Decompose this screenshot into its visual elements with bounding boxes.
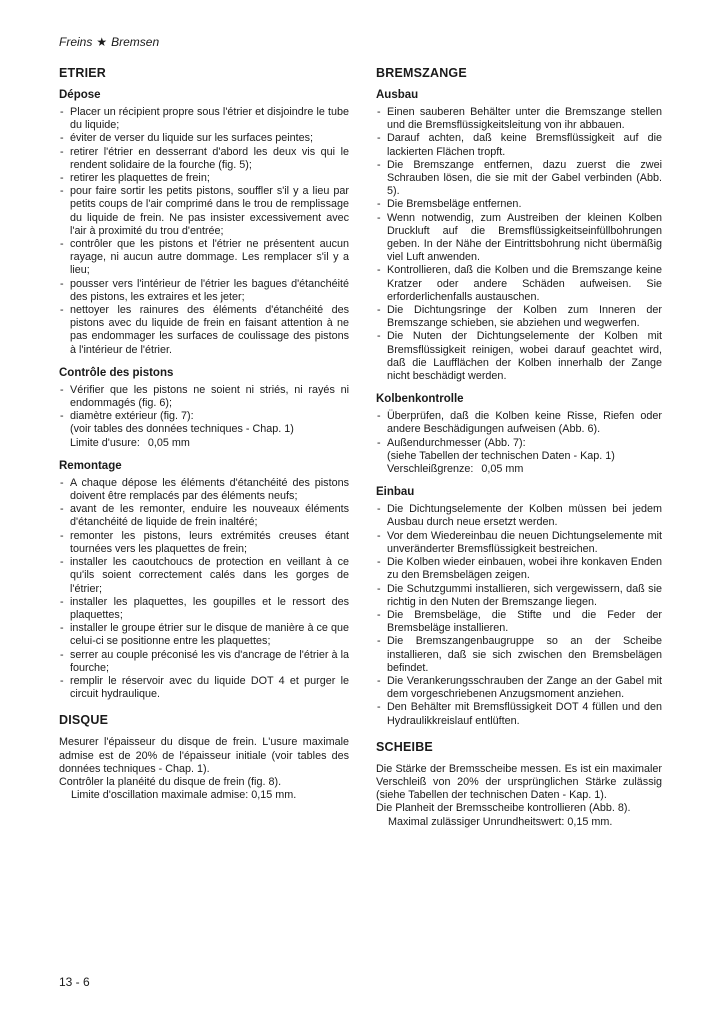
list-item: - Überprüfen, daß die Kolben keine Risse, Riefen oder andere Beschädigungen aufweisen (Abb. 6). <box>376 410 662 436</box>
disque-paragraph: Contrôler la planéité du disque de frein (fig. 8). <box>59 775 282 788</box>
scheibe-limit: Maximal zulässiger Unrundheitswert: 0,15 mm. <box>388 815 613 828</box>
remontage-list <box>59 477 349 701</box>
section-title-disque: DISQUE <box>59 713 109 728</box>
controle-list <box>59 384 349 450</box>
diameter-label: - diamètre extérieur (fig. 7): <box>70 410 194 423</box>
list-item: - remonter les pistons, leurs extrémités creuses étant tournées vers les plaquettes de frein; <box>59 530 349 556</box>
list-item <box>376 437 662 477</box>
controle-heading: Contrôle des pistons <box>59 366 174 379</box>
list-item: - retirer les plaquettes de frein; <box>59 172 349 185</box>
list-item: - Die Bremszange entfernen, dazu zuerst die zwei Schrauben lösen, die sie mit der Gabel verbinden (Abb. 5). <box>376 159 662 199</box>
list-item: - contrôler que les pistons et l'étrier ne présentent aucun rayage, ni aucun autre dommage. Les remplacer s'il y a lieu; <box>59 238 349 278</box>
german-column <box>376 62 662 829</box>
header-german: Bremsen <box>111 35 160 49</box>
list-item: - installer les caoutchoucs de protection en veillant à ce qu'ils soient correctement calés dans les gorges de l'étrier; <box>59 556 349 596</box>
einbau-section <box>376 486 662 727</box>
data-reference: (voir tables des données techniques - Chap. 1) <box>70 423 294 436</box>
wear-limit-value: 0,05 mm <box>481 463 524 476</box>
section-title-bremszange: BREMSZANGE <box>376 66 467 80</box>
depose-heading: Dépose <box>59 89 101 101</box>
list-item: - A chaque dépose les éléments d'étanchéité des pistons doivent être remplacés par des éléments neufs; <box>59 477 349 503</box>
list-item: - pour faire sortir les petits pistons, souffler s'il y a lieu par petits coups de l'air comprimé dans le trou de remplissage du liquide de frein. Ne pas insister excessivement avec l'air à proximité du trou d'entrée; <box>59 185 349 238</box>
list-item <box>59 410 349 450</box>
french-column <box>59 62 349 802</box>
list-item: - Placer un récipient propre sous l'étrier et disjoindre le tube du liquide; <box>59 106 349 132</box>
scheibe-paragraph: Die Planheit der Bremsscheibe kontrollieren (Abb. 8). <box>376 802 631 815</box>
wear-limit <box>387 463 662 476</box>
list-item: - Die Bremsbeläge, die Stifte und die Feder der Bremsbeläge installieren. <box>376 609 662 635</box>
depose-section <box>59 89 349 357</box>
list-item: - Die Dichtungsringe der Kolben zum Inneren der Bremszange schieben, sie abziehen und wegwerfen. <box>376 304 662 330</box>
list-item: - pousser vers l'intérieur de l'étrier les bagues d'étanchéité des pistons, les extraires et les jeter; <box>59 278 349 304</box>
page-number: 13 - 6 <box>59 975 90 989</box>
list-item: - Die Kolben wieder einbauen, wobei ihre konkaven Enden zu den Bremsbelägen zeigen. <box>376 556 662 582</box>
list-item: - serrer au couple préconisé les vis d'ancrage de l'étrier à la fourche; <box>59 649 349 675</box>
header-french: Freins <box>59 35 93 49</box>
diameter-label: - Außendurchmesser (Abb. 7): <box>387 436 526 449</box>
wear-limit-label: Limite d'usure: <box>70 436 140 449</box>
list-item: - Wenn notwendig, zum Austreiben der kleinen Kolben Druckluft auf die Bremsflüssigkeitseinfüllbohrungen geben. In der Nähe der Eintrittsbohrung nicht übermäßig viel Luft anwenden. <box>376 212 662 265</box>
list-item: - Einen sauberen Behälter unter die Bremszange stellen und die Bremsflüssigkeitsleitung von ihr abbauen. <box>376 106 662 132</box>
list-item: - Vérifier que les pistons ne soient ni striés, ni rayés ni endommagés (fig. 6); <box>59 384 349 410</box>
disque-limit: Limite d'oscillation maximale admise: 0,15 mm. <box>71 789 297 802</box>
list-item: - remplir le réservoir avec du liquide DOT 4 et purger le circuit hydraulique. <box>59 675 349 701</box>
kolbenkontrolle-list <box>376 410 662 476</box>
section-title-etrier: ETRIER <box>59 66 107 80</box>
list-item: - retirer l'étrier en desserrant d'abord les deux vis qui le rendent solidaire de la fourche (fig. 5); <box>59 146 349 172</box>
wear-limit <box>70 437 349 450</box>
remontage-section <box>59 460 349 701</box>
list-item: - Kontrollieren, daß die Kolben und die Bremszange keine Kratzer oder andere Schäden aufweisen. Sie erforderlichenfalls austauschen. <box>376 264 662 304</box>
list-item: - avant de les remonter, enduire les nouveaux éléments d'étanchéité de liquide de frein inaltéré; <box>59 503 349 529</box>
section-title-scheibe: SCHEIBE <box>376 739 433 754</box>
disque-section <box>59 736 349 802</box>
list-item: - éviter de verser du liquide sur les surfaces peintes; <box>59 132 349 145</box>
list-item: - Die Bremszangenbaugruppe so an der Scheibe installieren, daß sie sich zwischen den Bremsbelägen befindet. <box>376 635 662 675</box>
list-item: - installer le groupe étrier sur le disque de manière à ce que celui-ci se positionne entre les plaquettes; <box>59 622 349 648</box>
list-item: - Darauf achten, daß keine Bremsflüssigkeit auf die lackierten Flächen tropft. <box>376 132 662 158</box>
scheibe-section <box>376 763 662 829</box>
disque-paragraph: Mesurer l'épaisseur du disque de frein. L'usure maximale admise est de 20% de l'épaisseur initiale (voir tables des données techniques - Chap. 1). <box>59 736 349 775</box>
einbau-list <box>376 503 662 727</box>
kolbenkontrolle-section <box>376 393 662 476</box>
remontage-heading: Remontage <box>59 459 122 472</box>
list-item: - Den Behälter mit Bremsflüssigkeit DOT 4 füllen und den Hydraulikkreislauf entlüften. <box>376 701 662 727</box>
list-item: - Vor dem Wiedereinbau die neuen Dichtungselemente mit unveränderter Bremsflüssigkeit bestreichen. <box>376 530 662 556</box>
scheibe-paragraph: Die Stärke der Bremsscheibe messen. Es ist ein maximaler Verschleiß von 20% der ursprünglichen Stärke zulässig (siehe Tabellen der technischen Daten - Kap. 1). <box>376 762 662 802</box>
wear-limit-label: Verschleißgrenze: <box>387 463 474 476</box>
list-item: - Die Schutzgummi installieren, sich vergewissern, daß sie richtig in den Nuten der Bremszange liegen. <box>376 583 662 609</box>
list-item: - Die Bremsbeläge entfernen. <box>376 198 662 211</box>
list-item: - Die Verankerungsschrauben der Zange an der Gabel mit dem vorgeschriebenen Anzugsmoment anziehen. <box>376 675 662 701</box>
list-item: - Die Dichtungselemente der Kolben müssen bei jedem Ausbau durch neue ersetzt werden. <box>376 503 662 529</box>
depose-list <box>59 106 349 357</box>
einbau-heading: Einbau <box>376 486 415 499</box>
running-header <box>59 35 159 49</box>
kolbenkontrolle-heading: Kolbenkontrolle <box>376 393 464 406</box>
ausbau-section <box>376 89 662 383</box>
list-item: - installer les plaquettes, les goupilles et le ressort des plaquettes; <box>59 596 349 622</box>
ausbau-heading: Ausbau <box>376 89 419 101</box>
data-reference: (siehe Tabellen der technischen Daten - Kap. 1) <box>387 449 615 462</box>
controle-section <box>59 367 349 450</box>
ausbau-list <box>376 106 662 383</box>
wear-limit-value: 0,05 mm <box>147 436 190 449</box>
list-item: - Die Nuten der Dichtungselemente der Kolben mit Bremsflüssigkeit reinigen, wobei darauf geachtet wird, daß die Laufflächen der Kolben innerhalb der Zange nicht beschädigt werden. <box>376 330 662 383</box>
star-icon: ★ <box>96 35 108 49</box>
list-item: - nettoyer les rainures des éléments d'étanchéité des pistons avec du liquide de frein en faisant attention à ne pas endommager les surfaces de coulissage des pistons à l'intérieur de l'étrier. <box>59 304 349 357</box>
